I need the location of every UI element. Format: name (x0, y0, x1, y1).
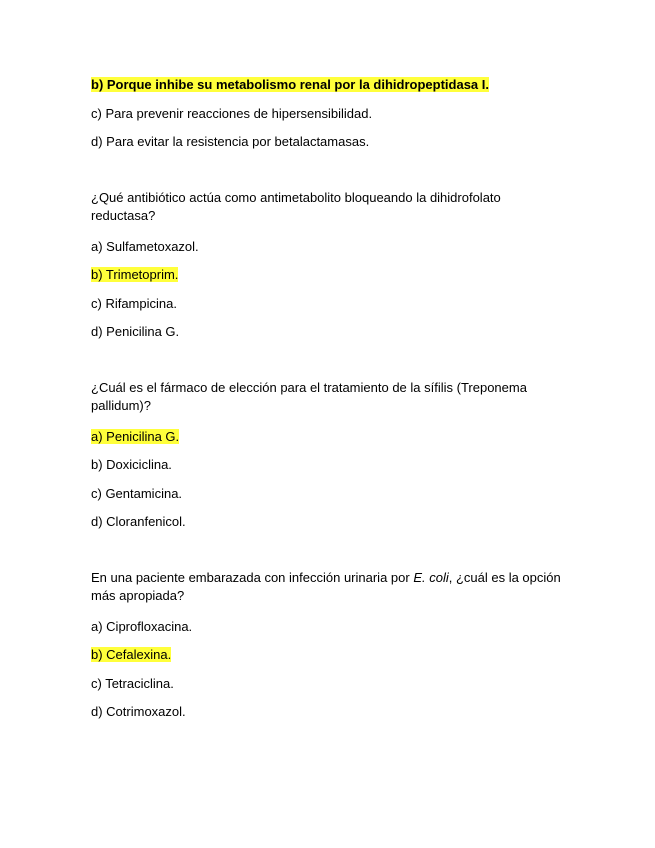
option-text: a) Penicilina G. (91, 429, 180, 444)
option-b-block0 (91, 76, 567, 94)
option-text: b) Cefalexina. (91, 647, 172, 662)
option-text: c) Tetraciclina. (91, 676, 174, 691)
option-text: c) Rifampicina. (91, 296, 177, 311)
option-text: b) Porque inhibe su metabolismo renal por la dihidropeptidasa I. (91, 77, 489, 92)
option-text: b) Doxiciclina. (91, 457, 172, 472)
option-d-q2 (91, 513, 567, 531)
option-d-q1 (91, 323, 567, 341)
option-a-q3 (91, 618, 567, 636)
option-a-q2 (91, 428, 567, 446)
option-text: b) Trimetoprim. (91, 267, 179, 282)
option-text: d) Cotrimoxazol. (91, 704, 186, 719)
option-c-block0 (91, 105, 567, 123)
option-b-q3 (91, 646, 567, 664)
option-text: a) Ciprofloxacina. (91, 619, 193, 634)
option-c-q1 (91, 295, 567, 313)
option-text: d) Penicilina G. (91, 324, 180, 339)
option-text: a) Sulfametoxazol. (91, 239, 199, 254)
option-text: d) Para evitar la resistencia por betalactamasas. (91, 134, 370, 149)
option-b-q1 (91, 266, 567, 284)
organism-name: E. coli (413, 570, 449, 585)
option-text: d) Cloranfenicol. (91, 514, 186, 529)
option-text: c) Gentamicina. (91, 486, 183, 501)
question-2: ¿Cuál es el fármaco de elección para el tratamiento de la sífilis (Treponema pallidum)? (91, 380, 527, 413)
question-3 (91, 569, 567, 605)
question-text: En una paciente embarazada con infección urinaria por (91, 570, 414, 585)
option-c-q3 (91, 675, 567, 693)
option-b-q2 (91, 456, 567, 474)
question-text: , ¿cuál es la opción más apropiada? (91, 570, 561, 603)
option-c-q2 (91, 485, 567, 503)
option-d-block0 (91, 133, 567, 151)
question-1: ¿Qué antibiótico actúa como antimetabolito bloqueando la dihidrofolato reductasa? (91, 190, 501, 223)
option-a-q1 (91, 238, 567, 256)
option-text: c) Para prevenir reacciones de hipersensibilidad. (91, 106, 373, 121)
option-d-q3 (91, 703, 567, 721)
